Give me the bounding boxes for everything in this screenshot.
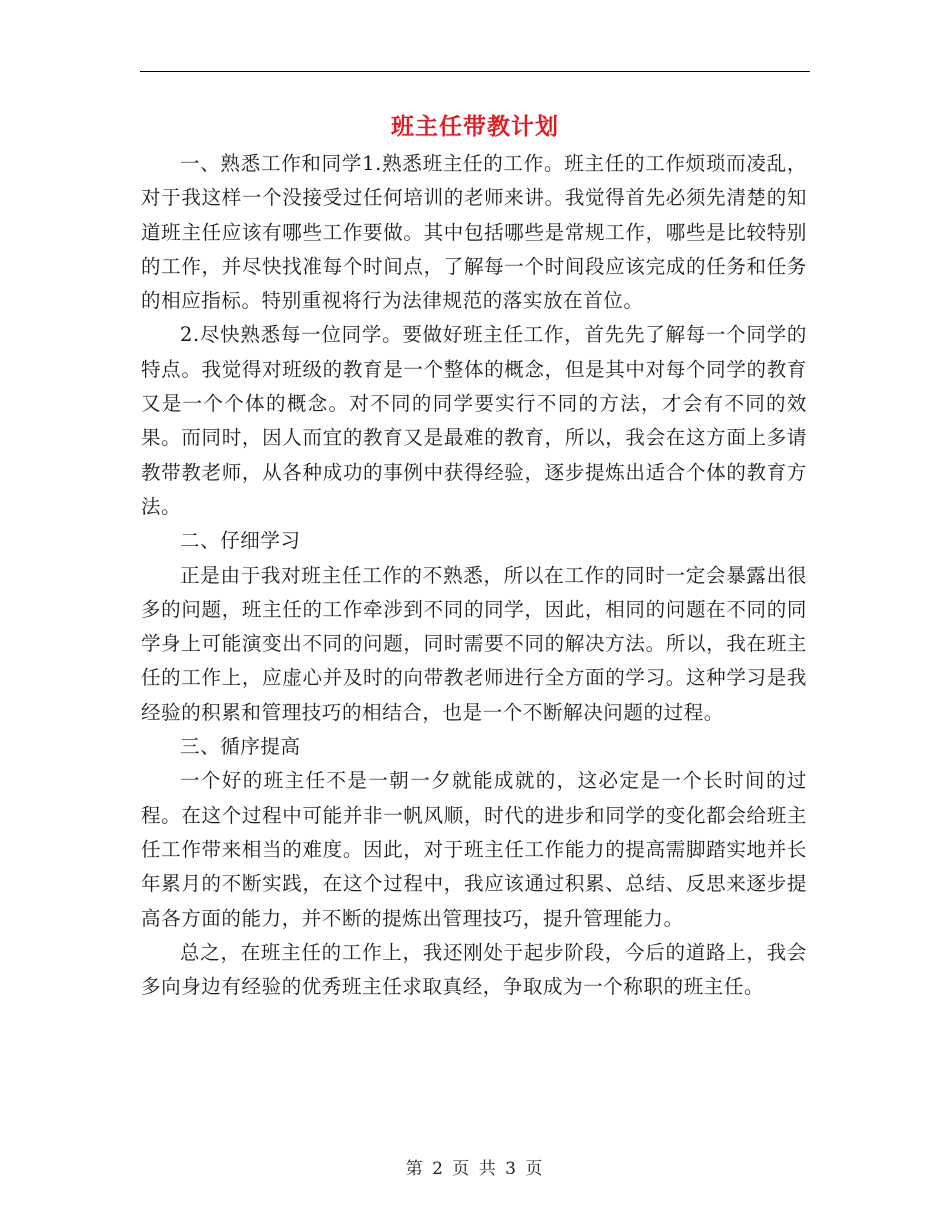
paragraph-4: 一个好的班主任不是一朝一夕就能成就的，这必定是一个长时间的过程。在这个过程中可能并非一帆风顺，时代的进步和同学的变化都会给班主任工作带来相当的难度。因此，对于班主任工作能力的提高需脚踏实地并长年累月的不断实践，在这个过程中，我应该通过积累、总结、反思来逐步提高各方面的能力，并不断的提炼出管理技巧，提升管理能力。 [141, 769, 807, 930]
paragraph-1: 一、熟悉工作和同学1.熟悉班主任的工作。班主任的工作烦琐而凌乱，对于我这样一个没接受过任何培训的老师来讲。我觉得首先必须先清楚的知道班主任应该有哪些工作要做。其中包括哪些是常规工作，哪些是比较特别的工作，并尽快找准每个时间点，了解每一个时间段应该完成的任务和任务的相应指标。特别重视将行为法律规范的落实放在首位。 [141, 152, 807, 313]
paragraph-5: 总之，在班主任的工作上，我还刚处于起步阶段，今后的道路上，我会多向身边有经验的优秀班主任求取真经，争取成为一个称职的班主任。 [141, 940, 807, 999]
paragraph-3: 正是由于我对班主任工作的不熟悉，所以在工作的同时一定会暴露出很多的问题，班主任的工作牵涉到不同的同学，因此，相同的问题在不同的同学身上可能演变出不同的问题，同时需要不同的解决方法。所以，我在班主任的工作上，应虚心并及时的向带教老师进行全方面的学习。这种学习是我经验的积累和管理技巧的相结合，也是一个不断解决问题的过程。 [141, 563, 807, 724]
header-rule [140, 71, 810, 72]
page-number: 第 2 页 共 3 页 [405, 1159, 545, 1179]
section-heading-3: 三、循序提高 [180, 735, 301, 759]
document-body [141, 147, 807, 1004]
section-heading-2: 二、仔细学习 [180, 529, 301, 553]
document-title: 班主任带教计划 [391, 113, 559, 140]
paragraph-2: 2.尽快熟悉每一位同学。要做好班主任工作，首先先了解每一个同学的特点。我觉得对班级的教育是一个整体的概念，但是其中对每个同学的教育又是一个个体的概念。对不同的同学要实行不同的方法，才会有不同的效果。而同时，因人而宜的教育又是最难的教育，所以，我会在这方面上多请教带教老师，从各种成功的事例中获得经验，逐步提炼出适合个体的教育方法。 [141, 323, 807, 518]
